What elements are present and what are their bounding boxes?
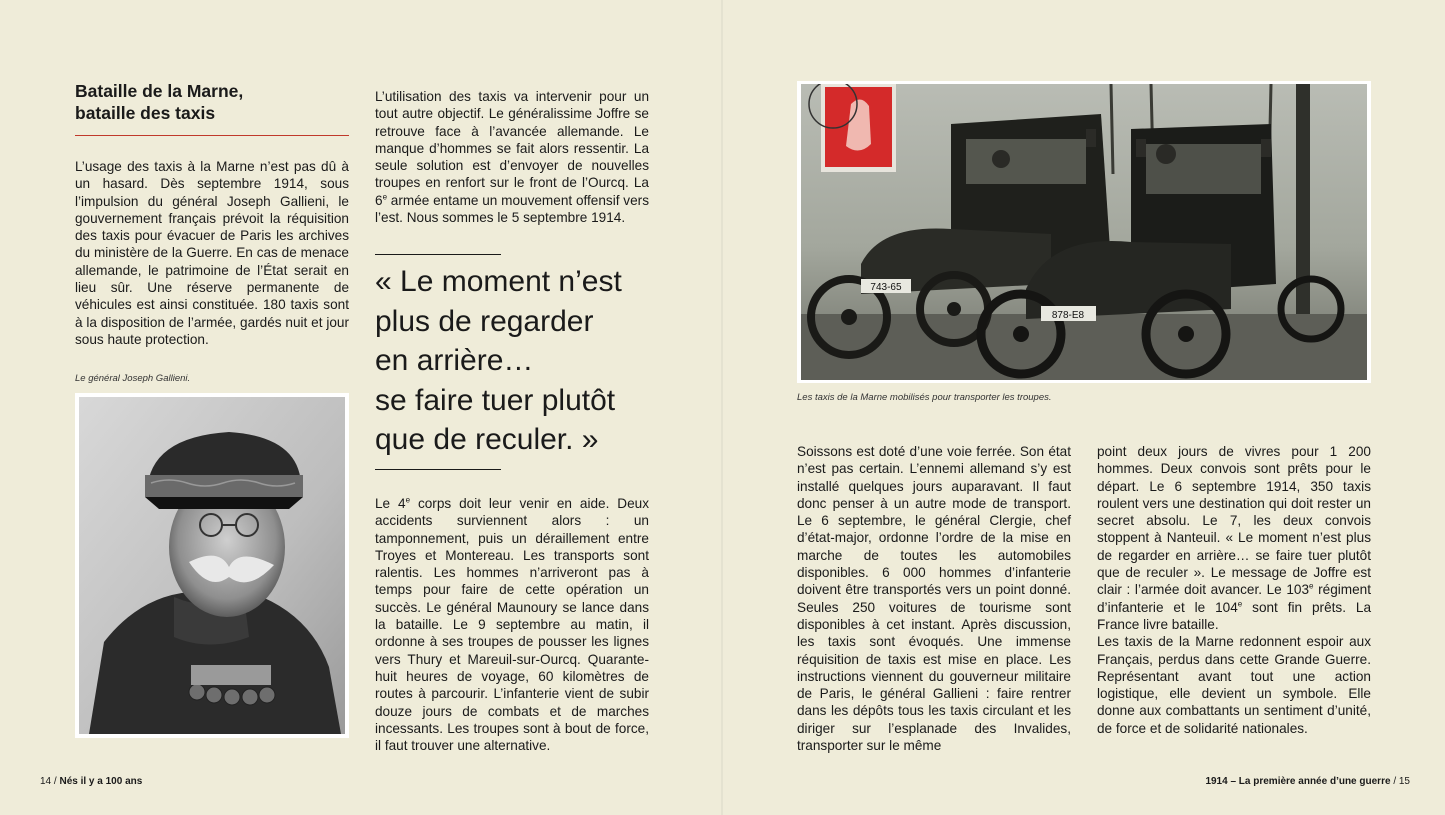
marne-taxis-image xyxy=(801,84,1367,380)
right-page-number: / 15 xyxy=(1393,776,1410,787)
taxis-photo-frame xyxy=(797,81,1371,383)
fourth-corps-paragraph: Le 4e corps doit leur venir en aide. Deux accidents surviennent alors : un tamponnement, puis un déraillement entre Troyes et Montereau. Les transports sont ralentis. Les hommes n’arriveront pas à temps pour faire de cette opération un succès. Le général Maunoury se lance dans la bataille. Le 9 septembre au matin, il ordonne à ses troupes de pousser les lignes vers Thury et Mareuil-sur-Ourcq. Quarante-huit heures de voyage, 60 kilomètres de routes à parcourir. L’infanterie vient de subir douze jours de combats et de marches incessants. Les troupes sont à bout de force, il faut trouver une alternative. xyxy=(375,495,649,754)
taxis-photo-caption: Les taxis de la Marne mobilisés pour transporter les troupes. xyxy=(797,392,1052,403)
postage-stamp xyxy=(809,84,896,172)
portrait-gallieni-image xyxy=(79,397,345,734)
portrait-caption: Le général Joseph Gallieni. xyxy=(75,373,191,384)
quote-line: « Le moment n’est xyxy=(375,265,622,298)
licence-plate-1: 743-65 xyxy=(870,282,902,293)
taxis-objective-paragraph: L’utilisation des taxis va intervenir pour un tout autre objectif. Le généralissime Joffre se retrouve face à l’avancée allemande. Le manque d’hommes se fait alors ressentir. La seule solution est d’envoyer de nouvelles troupes en renfort sur le front de l’Ourcq. La 6e armée entame un mouvement offensif vers l’est. Nous sommes le 5 septembre 1914. xyxy=(375,89,649,226)
intro-paragraph: L’usage des taxis à la Marne n’est pas dû à un hasard. Dès septembre 1914, sous l’impulsion du général Joseph Gallieni, le gouvernement français prévoit la réquisition des taxis pour évacuer de Paris les archives du ministère de la Guerre. En cas de menace allemande, le patrimoine de l’État serait en lieu sûr. Une réserve permanente de véhicules est ainsi constituée. 180 taxis sont à la disposition de l’armée, gardés nuit et jour sous haute protection. xyxy=(75,159,349,347)
quote-line: en arrière… xyxy=(375,344,534,377)
quote-line: plus de regarder xyxy=(375,304,594,338)
left-footer xyxy=(40,776,142,787)
left-footer-title: Nés il y a 100 ans xyxy=(59,776,143,787)
heading-line-2: bataille des taxis xyxy=(75,103,216,123)
convoys-paragraph: point deux jours de vivres pour 1 200 hommes. Deux convois sont prêts pour le départ. Le 6 septembre 1914, 350 taxis roulent vers une destination qui doit rester un secret absolu. Le 7, les deux convois stoppent à Nanteuil. « Le moment n’est plus de regarder en arrière… se faire tuer plutôt que de reculer ». Le message de Joffre est clair : l’armée doit avancer. Le 103e régiment d’infanterie et le 104e sont fin prêts. La France livre bataille. xyxy=(1097,444,1371,632)
section-heading xyxy=(75,80,350,124)
heading-divider xyxy=(75,135,349,136)
quote-bottom-rule xyxy=(375,469,501,470)
left-page-number: 14 / xyxy=(40,776,57,787)
pull-quote xyxy=(375,262,675,460)
heading-line-1: Bataille de la Marne, xyxy=(75,81,244,101)
symbol-paragraph: Les taxis de la Marne redonnent espoir aux Français, perdus dans cette Grande Guerre. Représentant avant tout une action logistique, elle devient un symbole. Elle donne aux combattants un sentiment d’unité, de force et de solidarité nationales. xyxy=(1097,634,1371,736)
right-footer xyxy=(1205,776,1410,787)
right-footer-title: 1914 – La première année d’une guerre xyxy=(1205,776,1391,787)
quote-line: que de reculer. » xyxy=(375,423,599,456)
soissons-paragraph: Soissons est doté d’une voie ferrée. Son état n’est pas certain. L’ennemi allemand s’y est installé quelques jours auparavant. Il faut donc penser à un autre mode de transport. Le 6 septembre, le général Clergie, chef d’état-major, ordonne l’ordre de la mise en marche de toutes les automobiles disponibles. 6 000 hommes d’infanterie doivent être transportés vers un point donné. Seules 250 voitures de tourisme sont disponibles à cet instant. Après discussion, les taxis sont évoqués. Une immense réquisition de taxis est mise en place. Les instructions viennent du gouverneur militaire de Paris, le général Gallieni : faire rentrer dans les dépôts tous les taxis circulant et les diriger sur l’esplanade des Invalides, transporter sur le même xyxy=(797,444,1071,754)
quote-top-rule xyxy=(375,254,501,255)
quote-line: se faire tuer plutôt xyxy=(375,383,616,417)
book-spine xyxy=(721,0,723,815)
licence-plate-2: 878-E8 xyxy=(1051,310,1085,321)
portrait-photo-frame xyxy=(75,393,349,738)
column-4 xyxy=(1097,443,1371,737)
